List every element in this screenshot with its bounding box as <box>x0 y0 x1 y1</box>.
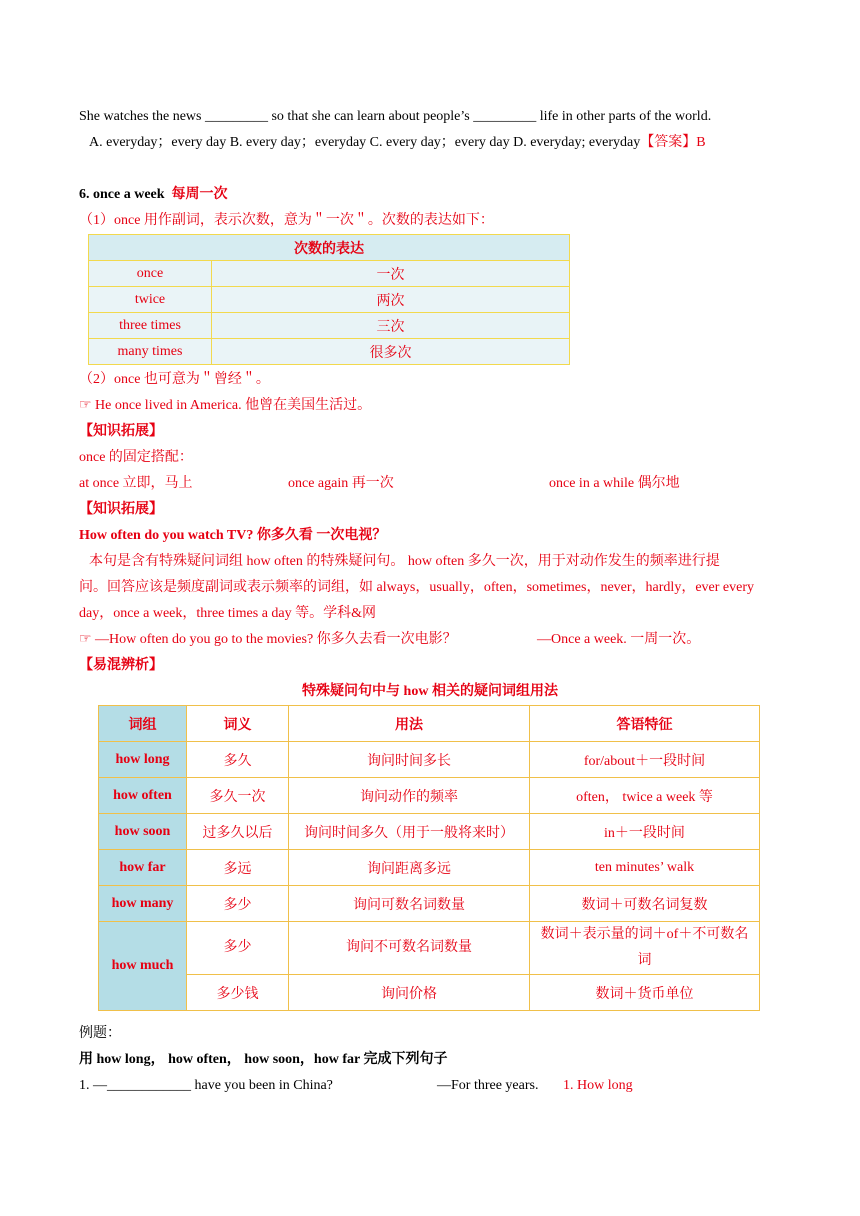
extension-paragraph-line-1: 本句是含有特殊疑问词组 how often 的特殊疑问句。 how often 多久一次，用于对动作发生的频率进行提 <box>89 554 720 569</box>
header-answer: 答语特征 <box>530 706 760 742</box>
meaning-cell: 多远 <box>187 850 289 886</box>
example-1: ☞ He once lived in America. 他曾在美国生活过。 <box>79 398 372 413</box>
extension-paragraph-line-3: day，once a week，three times a day 等。学科&网 <box>79 606 377 621</box>
exercise-1-answer: —For three years. <box>437 1078 539 1093</box>
answer-cell: 数词＋货币单位 <box>530 975 760 1011</box>
confusion-heading: 【易混辨析】 <box>79 658 163 673</box>
usage-cell: 询问可数名词数量 <box>289 886 530 922</box>
times-cn: 三次 <box>212 313 570 339</box>
answer-cell: 数词＋可数名词复数 <box>530 886 760 922</box>
times-en: three times <box>89 313 212 339</box>
table-row <box>89 339 570 365</box>
collocation-1: at once 立即，马上 <box>79 476 193 491</box>
usage-cell: 询问不可数名词数量 <box>289 922 530 975</box>
usage-cell: 询问价格 <box>289 975 530 1011</box>
extension-heading-2: 【知识拓展】 <box>79 502 163 517</box>
times-en: once <box>89 261 212 287</box>
how-table <box>98 705 760 1011</box>
times-cn: 很多次 <box>212 339 570 365</box>
table-row <box>89 261 570 287</box>
meaning-cell: 多少 <box>187 886 289 922</box>
times-en: twice <box>89 287 212 313</box>
table-row <box>99 814 760 850</box>
phrase-cell: how far <box>99 850 187 886</box>
phrase-cell: how much <box>99 922 187 1011</box>
table-row <box>99 922 760 975</box>
table-row <box>99 778 760 814</box>
example-2-question: ☞ —How often do you go to the movies? 你多久去看一次电影？ <box>79 632 457 647</box>
times-table-header: 次数的表达 <box>89 235 570 261</box>
meaning-cell: 多久一次 <box>187 778 289 814</box>
usage-cell: 询问动作的频率 <box>289 778 530 814</box>
how-table-header-row <box>99 706 760 742</box>
header-meaning: 词义 <box>187 706 289 742</box>
meaning-cell: 多久 <box>187 742 289 778</box>
section-title <box>79 185 228 205</box>
answer-text: 【答案】B <box>640 135 706 150</box>
usage-cell: 询问时间多久（用于一般将来时） <box>289 814 530 850</box>
exercise-1-key: 1. How long <box>563 1078 633 1093</box>
options-text: A. everyday；every day B. every day；everyday C. every day；every day D. everyday; everyday <box>89 135 641 150</box>
paragraph-1: （1）once 用作副词，表示次数，意为＂一次＂。次数的表达如下： <box>79 213 494 228</box>
paragraph-2: （2）once 也可意为＂曾经＂。 <box>79 372 270 387</box>
usage-cell: 询问时间多长 <box>289 742 530 778</box>
table-row <box>89 313 570 339</box>
times-table <box>88 234 570 365</box>
table-row <box>89 287 570 313</box>
times-en: many times <box>89 339 212 365</box>
header-usage: 用法 <box>289 706 530 742</box>
exercise-instructions: 用 how long， how often， how soon，how far 完成下列句子 <box>79 1052 448 1067</box>
answer-cell: ten minutes’ walk <box>530 850 760 886</box>
question-sentence: She watches the news _________ so that she can learn about people’s _________ life in other parts of the world. <box>79 109 712 124</box>
meaning-cell: 过多久以后 <box>187 814 289 850</box>
table-row <box>99 742 760 778</box>
extension-paragraph-line-2: 问。回答应该是频度副词或表示频率的词组，如 always，usually，often，sometimes，never，hardly，ever every <box>79 580 754 595</box>
collocation-2: once again 再一次 <box>288 476 394 491</box>
how-table-title: 特殊疑问句中与 how 相关的疑问词组用法 <box>302 684 558 699</box>
collocation-3: once in a while 偶尔地 <box>549 476 680 491</box>
phrase-cell: how many <box>99 886 187 922</box>
answer-cell: for/about＋一段时间 <box>530 742 760 778</box>
meaning-cell: 多少 <box>187 922 289 975</box>
exercise-1-question: 1. —____________ have you been in China? <box>79 1078 333 1093</box>
section-title-en: 6. once a week <box>79 187 165 202</box>
meaning-cell: 多少钱 <box>187 975 289 1011</box>
phrase-cell: how soon <box>99 814 187 850</box>
example-2-answer: —Once a week. 一周一次。 <box>537 632 701 647</box>
times-cn: 一次 <box>212 261 570 287</box>
header-phrase: 词组 <box>99 706 187 742</box>
answer-cell: often， twice a week 等 <box>530 778 760 814</box>
collocation-intro: once 的固定搭配： <box>79 450 193 465</box>
example-label: 例题： <box>79 1026 121 1041</box>
extension-heading-1: 【知识拓展】 <box>79 424 163 439</box>
phrase-cell: how often <box>99 778 187 814</box>
phrase-cell: how long <box>99 742 187 778</box>
times-cn: 两次 <box>212 287 570 313</box>
table-row <box>99 850 760 886</box>
answer-cell: 数词＋表示量的词＋of＋不可数名词 <box>530 922 760 975</box>
section-title-cn: 每周一次 <box>171 187 228 202</box>
question-options <box>89 133 706 153</box>
table-row <box>99 886 760 922</box>
extension-question: How often do you watch TV? 你多久看 一次电视？ <box>79 528 387 543</box>
table-row <box>99 975 760 1011</box>
answer-cell: in＋一段时间 <box>530 814 760 850</box>
usage-cell: 询问距离多远 <box>289 850 530 886</box>
